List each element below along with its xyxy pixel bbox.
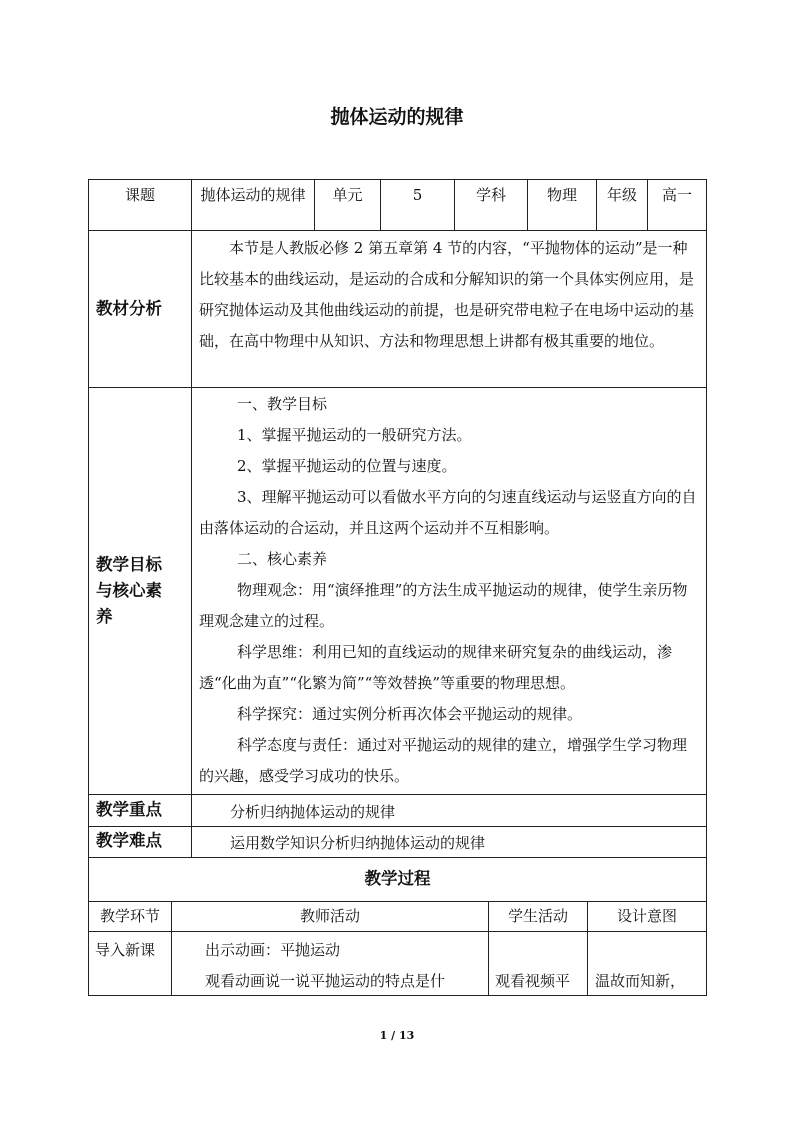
student-activity: 观看视频平 xyxy=(495,972,571,990)
process-title: 教学过程 xyxy=(364,869,431,888)
document-title: 抛体运动的规律 xyxy=(330,106,464,128)
key-point-text: 分析归纳抛体运动的规律 xyxy=(230,803,396,821)
table-border xyxy=(88,931,707,932)
table-border xyxy=(88,387,707,388)
table-border xyxy=(88,230,707,231)
goals-paragraph: 科学探究：通过实例分析再次体会平抛运动的规律。 xyxy=(237,705,583,723)
analysis-label: 教材分析 xyxy=(96,299,162,318)
goals-paragraph: 二、核心素养 xyxy=(237,550,328,568)
unit-label: 单元 xyxy=(332,186,363,204)
grade-value: 高一 xyxy=(661,186,692,204)
subject-value: 物理 xyxy=(546,186,577,204)
goals-paragraph: 一、教学目标 xyxy=(237,395,328,413)
teacher-activity-line: 出示动画：平抛运动 xyxy=(205,941,341,959)
process-column-header: 设计意图 xyxy=(616,907,677,925)
table-border xyxy=(88,995,707,996)
goals-paragraph: 科学思维：利用已知的直线运动的规律来研究复杂的曲线运动，渗透“化曲为直”“化繁为简”“等效替换”等重要的物理思想。 xyxy=(199,643,673,692)
unit-value: 5 xyxy=(412,186,423,204)
table-border xyxy=(88,901,707,902)
page-number: 1 / 13 xyxy=(379,1029,415,1042)
key-point-label: 教学重点 xyxy=(96,800,162,819)
topic-value: 抛体运动的规律 xyxy=(200,186,306,204)
goals-paragraph: 2、掌握平抛运动的位置与速度。 xyxy=(237,457,457,475)
table-border xyxy=(88,826,707,827)
process-stage: 导入新课 xyxy=(95,941,156,959)
table-border xyxy=(88,179,707,180)
goals-paragraph: 1、掌握平抛运动的一般研究方法。 xyxy=(237,426,472,444)
goals-paragraph: 3、理解平抛运动可以看做水平方向的匀速直线运动与运竖直方向的自由落体运动的合运动，并且这两个运动并不互相影响。 xyxy=(199,488,697,537)
difficulty-label: 教学难点 xyxy=(96,831,162,850)
goals-paragraph: 科学态度与责任：通过对平抛运动的规律的建立，增强学生学习物理的兴趣，感受学习成功的快乐。 xyxy=(199,736,688,785)
goals-paragraph: 物理观念：用“演绎推理”的方法生成平抛运动的规律，使学生亲历物理观念建立的过程。 xyxy=(199,581,688,630)
process-column-header: 学生活动 xyxy=(507,907,568,925)
table-border xyxy=(191,230,192,858)
goals-label: 教学目标与核心素养 xyxy=(96,555,162,626)
teacher-activity-line: 观看动画说一说平抛运动的特点是什 xyxy=(205,972,446,990)
table-border xyxy=(706,179,707,996)
process-column-header: 教学环节 xyxy=(99,907,160,925)
process-column-header: 教师活动 xyxy=(299,907,360,925)
table-border xyxy=(88,794,707,795)
goals-content xyxy=(199,389,697,792)
difficulty-text: 运用数学知识分析归纳抛体运动的规律 xyxy=(230,834,486,852)
topic-label: 课题 xyxy=(124,186,155,204)
table-border xyxy=(191,179,192,231)
grade-label: 年级 xyxy=(606,186,637,204)
analysis-text: 本节是人教版必修 2 第五章第 4 节的内容，“平抛物体的运动”是一种比较基本的曲线运动，是运动的合成和分解知识的第一个具体实例应用，是研究抛体运动及其他曲线运动的前提，也是研究带电粒子在电场中运动的基础，在高中物理中从知识、方法和物理思想上讲都有极其重要的地位。 xyxy=(199,239,695,350)
table-border xyxy=(88,857,707,858)
subject-label: 学科 xyxy=(475,186,506,204)
design-intent: 温故而知新， xyxy=(595,972,686,990)
